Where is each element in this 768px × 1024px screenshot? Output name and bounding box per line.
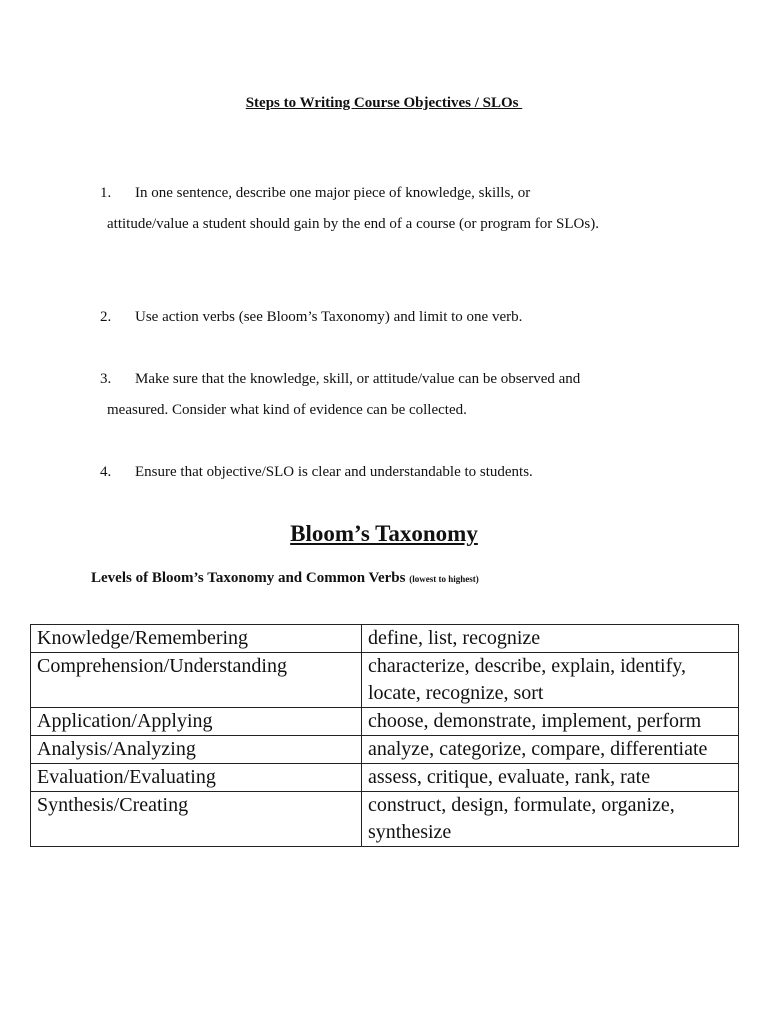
step-number: 3.	[100, 371, 112, 387]
table-row	[31, 736, 739, 764]
step-text: Ensure that objective/SLO is clear and understandable to students.	[135, 464, 533, 480]
step-number: 1.	[100, 185, 112, 201]
step-text-continued: attitude/value a student should gain by the end of a course (or program for SLOs).	[107, 216, 599, 232]
step-item	[100, 302, 671, 333]
table-heading-text: Levels of Bloom’s Taxonomy and Common Verbs	[91, 570, 406, 586]
verbs-cell: choose, demonstrate, implement, perform	[362, 708, 739, 736]
level-cell: Analysis/Analyzing	[31, 736, 362, 764]
verbs-cell: define, list, recognize	[362, 625, 739, 653]
step-item	[100, 457, 671, 488]
bloom-taxonomy-table	[30, 624, 739, 847]
table-heading	[91, 570, 479, 587]
verbs-cell: analyze, categorize, compare, differentiate	[362, 736, 739, 764]
level-cell: Synthesis/Creating	[31, 792, 362, 847]
step-text: In one sentence, describe one major piece of knowledge, skills, or	[135, 185, 531, 201]
verbs-cell: assess, critique, evaluate, rank, rate	[362, 764, 739, 792]
step-item	[100, 364, 671, 426]
verbs-cell: characterize, describe, explain, identify, locate, recognize, sort	[362, 653, 739, 708]
table-row	[31, 625, 739, 653]
step-item	[100, 178, 671, 240]
table-heading-note: (lowest to highest)	[409, 574, 479, 584]
level-cell: Comprehension/Understanding	[31, 653, 362, 708]
table-row	[31, 653, 739, 708]
level-cell: Application/Applying	[31, 708, 362, 736]
step-number: 4.	[100, 464, 112, 480]
step-text-continued: measured. Consider what kind of evidence can be collected.	[107, 402, 467, 418]
level-cell: Evaluation/Evaluating	[31, 764, 362, 792]
table-row	[31, 792, 739, 847]
verbs-cell: construct, design, formulate, organize, synthesize	[362, 792, 739, 847]
step-number: 2.	[100, 309, 112, 325]
table-row	[31, 708, 739, 736]
level-cell: Knowledge/Remembering	[31, 625, 362, 653]
table-row	[31, 764, 739, 792]
step-text: Make sure that the knowledge, skill, or attitude/value can be observed and	[135, 371, 581, 387]
page-title: Steps to Writing Course Objectives / SLOs	[245, 95, 523, 111]
step-text: Use action verbs (see Bloom’s Taxonomy) and limit to one verb.	[135, 309, 523, 325]
section-title: Bloom’s Taxonomy	[290, 521, 478, 546]
